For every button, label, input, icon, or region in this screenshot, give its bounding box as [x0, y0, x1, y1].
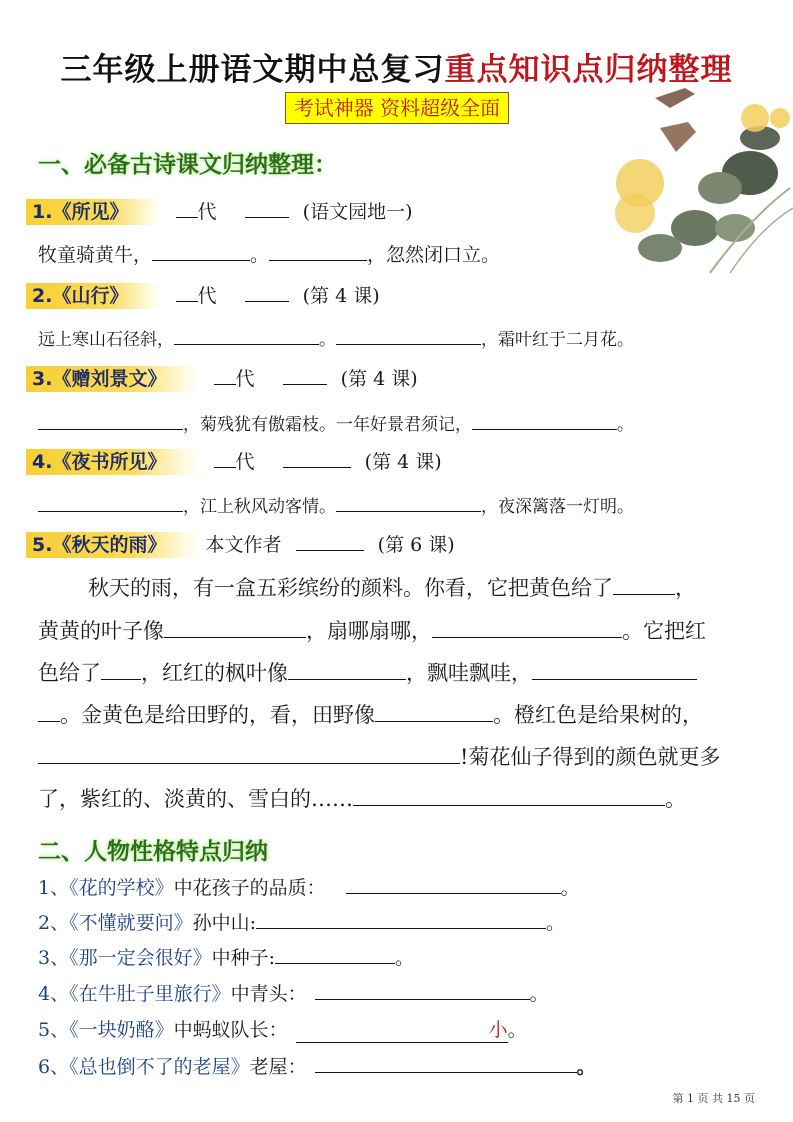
passage-text: !菊花仙子得到的颜色就更多: [460, 745, 721, 769]
character-item-6: [38, 1052, 596, 1079]
section-2-heading: 二、人物性格特点归纳: [38, 839, 268, 865]
fill-blank[interactable]: [38, 700, 60, 722]
dynasty-blank[interactable]: [176, 198, 198, 218]
passage-line-4: [38, 699, 703, 729]
fill-blank[interactable]: [432, 616, 622, 638]
book-title: 《花的学校》: [69, 877, 174, 899]
fill-blank[interactable]: [532, 658, 697, 680]
poem-2-note: (第 4 课): [302, 285, 380, 307]
book-title: 《一块奶酪》: [69, 1019, 174, 1041]
fill-blank[interactable]: [315, 1053, 577, 1073]
book-title: 《总也倒不了的老屋》: [69, 1056, 250, 1078]
title-red-part: 重点知识点归纳整理: [444, 52, 733, 88]
poem-1-line: [38, 240, 500, 267]
author-blank[interactable]: [296, 531, 364, 551]
fill-blank[interactable]: [174, 327, 319, 345]
poem-text: ，菊残犹有傲霜枝。一年好景君须记，: [183, 415, 472, 435]
fill-blank[interactable]: [613, 573, 675, 595]
passage-text: 色给了: [38, 661, 101, 685]
item-text: 中花孩子的品质：: [173, 877, 326, 899]
poem-text: 。: [250, 244, 270, 266]
passage-text: ，飘哇飘哇，: [406, 661, 532, 685]
passage-text: 黄黄的叶子像: [38, 619, 164, 643]
poem-5-header: [26, 530, 455, 557]
item-text: 中青头：: [230, 983, 307, 1005]
fill-blank[interactable]: [38, 742, 460, 764]
poem-text: ，夜深篱落一灯明。: [481, 497, 634, 517]
poem-text: 。: [319, 330, 336, 350]
poem-2-header: [26, 281, 380, 308]
passage-text: 秋天的雨，有一盒五彩缤纷的颜料。你看，它把黄色给了: [88, 576, 613, 600]
fill-blank[interactable]: [256, 909, 546, 929]
passage-text: 。橙红色是给果树的，: [493, 703, 703, 727]
passage-text: ，红红的枫叶像: [141, 661, 288, 685]
poem-3-note: (第 4 课): [340, 368, 418, 390]
character-item-4: [38, 979, 549, 1006]
poem-text: 牧童骑黄牛，: [38, 244, 153, 266]
passage-text: 。金黄色是给田野的，看，田野像: [60, 703, 375, 727]
item-text: 中蚂蚁队长：: [173, 1019, 288, 1041]
poem-3-tag: 3.《赠刘景文》: [26, 366, 200, 392]
poem-2-tag: 2.《山行》: [26, 283, 162, 309]
title-black-part: 三年级上册语文期中总复习: [60, 52, 445, 88]
poem-text: 远上寒山石径斜，: [38, 330, 174, 350]
book-title: 《不懂就要问》: [69, 912, 193, 934]
fill-blank[interactable]: [336, 494, 481, 512]
poem-text: ，忽然闭口立。: [367, 244, 501, 266]
fill-blank[interactable]: [336, 327, 481, 345]
item-number: 6、: [38, 1056, 70, 1078]
fill-blank[interactable]: [353, 784, 665, 806]
item-number: 3、: [38, 947, 70, 969]
author-blank[interactable]: [283, 448, 351, 468]
fill-blank[interactable]: [164, 616, 306, 638]
poem-4-header: [26, 447, 442, 474]
character-item-3: [38, 943, 414, 970]
dynasty-blank[interactable]: [214, 365, 236, 385]
character-item-5: [38, 1015, 527, 1043]
item-number: 1、: [38, 877, 70, 899]
passage-text: ，: [675, 576, 696, 600]
poem-1-note: (语文园地一): [302, 201, 413, 223]
item-text: 中种子:: [211, 947, 276, 969]
dynasty-label: 代: [235, 451, 255, 473]
item-end: 。: [507, 1019, 527, 1041]
fill-blank[interactable]: [288, 658, 406, 680]
page-number: 第 1 页 共 15 页: [672, 1092, 755, 1105]
character-item-2: [38, 908, 565, 935]
fill-blank[interactable]: [296, 1015, 508, 1043]
item-end: 。: [395, 947, 415, 969]
passage-line-2: [38, 615, 706, 645]
item-end: 。: [576, 1056, 596, 1078]
dynasty-blank[interactable]: [176, 282, 198, 302]
item-text: 孙中山:: [192, 912, 257, 934]
book-title: 《那一定会很好》: [69, 947, 212, 969]
fill-blank[interactable]: [346, 874, 561, 894]
promo-badge: 考试神器 资料超级全面: [285, 92, 509, 124]
fill-blank[interactable]: [152, 241, 250, 261]
dynasty-label: 代: [197, 201, 217, 223]
passage-text: ，扇哪扇哪，: [306, 619, 432, 643]
section-1-heading: 一、必备古诗课文归纳整理：: [38, 152, 337, 178]
fill-blank[interactable]: [38, 412, 183, 430]
passage-line-1: [88, 572, 696, 602]
fill-blank[interactable]: [269, 241, 367, 261]
passage-line-5: [38, 741, 720, 771]
author-blank[interactable]: [245, 198, 289, 218]
passage-line-3: [38, 657, 697, 687]
item-end: 。: [546, 912, 566, 934]
item-text: 老屋：: [249, 1056, 307, 1078]
poem-4-tag: 4.《夜书所见》: [26, 449, 200, 475]
dynasty-label: 代: [197, 285, 217, 307]
item-number: 4、: [38, 983, 70, 1005]
passage-line-6: [38, 783, 686, 813]
item-number: 2、: [38, 912, 70, 934]
fill-blank[interactable]: [101, 658, 141, 680]
poem-text: 。: [617, 415, 634, 435]
fill-blank[interactable]: [472, 412, 617, 430]
poem-text: ，霜叶红于二月花。: [481, 330, 634, 350]
poem-5-note: (第 6 课): [377, 534, 455, 556]
dynasty-label: 代: [235, 368, 255, 390]
fill-blank[interactable]: [275, 944, 395, 964]
passage-text: 。: [665, 787, 686, 811]
fill-blank[interactable]: [375, 700, 493, 722]
dynasty-blank[interactable]: [214, 448, 236, 468]
book-title: 《在牛肚子里旅行》: [69, 983, 231, 1005]
author-blank[interactable]: [283, 365, 327, 385]
fill-blank[interactable]: [38, 494, 183, 512]
poem-1-tag: 1.《所见》: [26, 199, 162, 225]
item-end: 。: [529, 983, 549, 1005]
poem-5-tag: 5.《秋天的雨》: [26, 532, 200, 558]
answer-text: 小: [488, 1019, 508, 1041]
poem-2-line: [38, 325, 634, 350]
character-item-1: [38, 873, 580, 900]
item-end: 。: [560, 877, 580, 899]
poem-4-note: (第 4 课): [364, 451, 442, 473]
passage-text: 了，紫红的、淡黄的、雪白的……: [38, 787, 353, 811]
poem-3-line: [38, 410, 634, 435]
poem-4-line: [38, 492, 634, 517]
item-number: 5、: [38, 1019, 70, 1041]
poem-3-header: [26, 364, 418, 391]
chrysanthemum-painting-icon: [600, 78, 793, 278]
author-blank[interactable]: [245, 282, 289, 302]
passage-text: 。它把红: [622, 619, 706, 643]
poem-1-header: [26, 197, 412, 224]
fill-blank[interactable]: [315, 980, 530, 1000]
author-label: 本文作者: [205, 534, 282, 556]
poem-text: ，江上秋风动客情。: [183, 497, 336, 517]
